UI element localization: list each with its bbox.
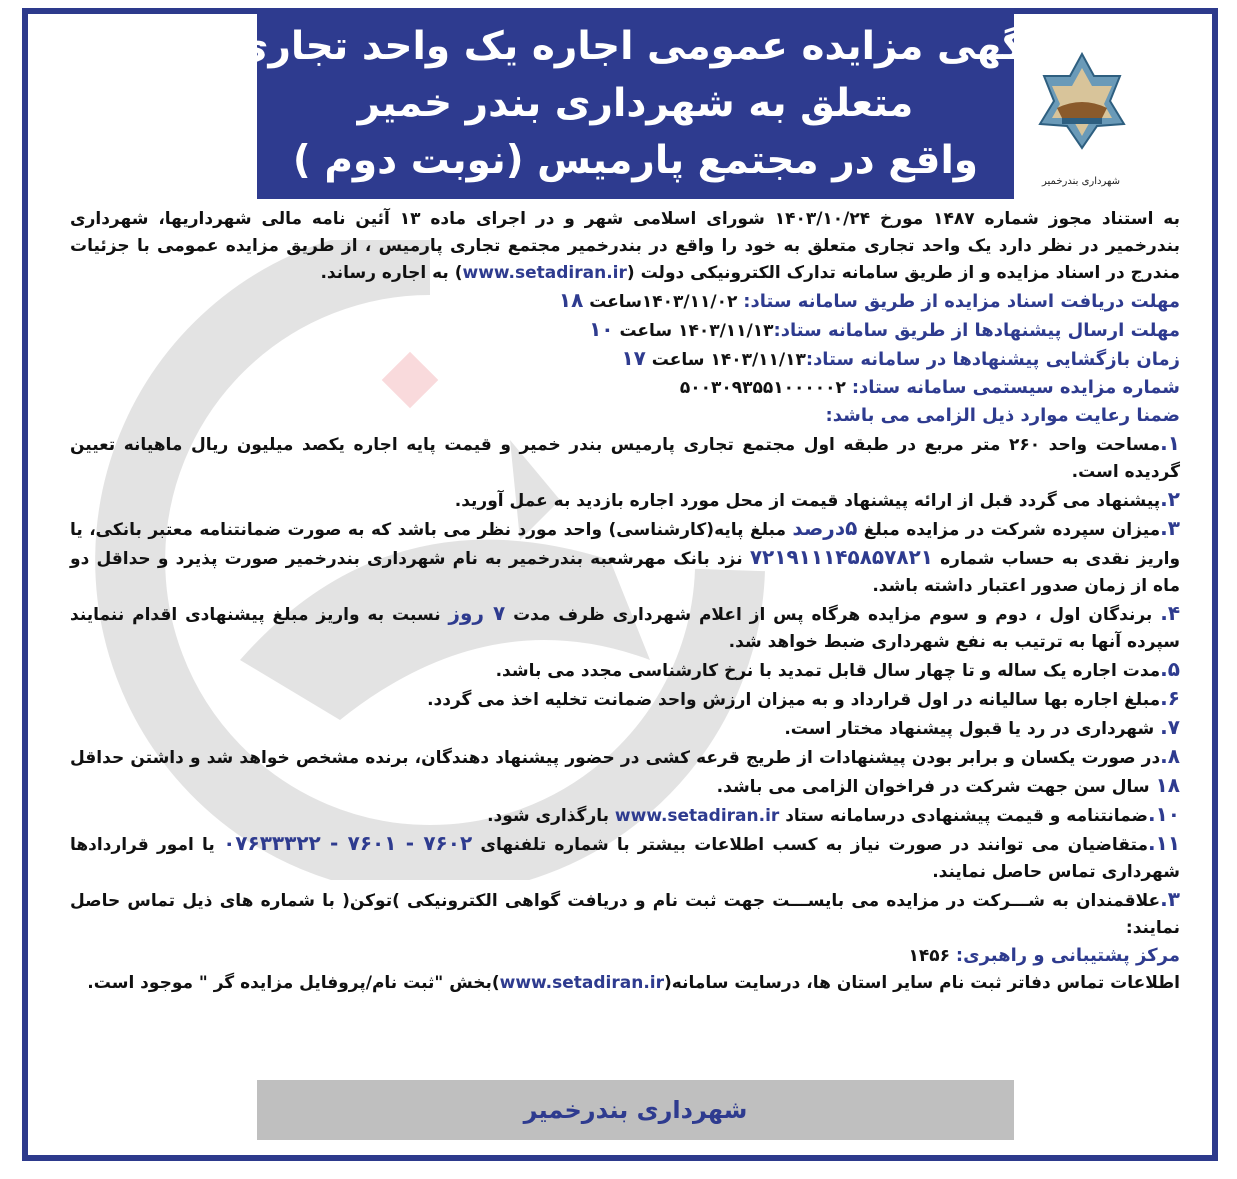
item-number: ۱۰. [1147, 802, 1180, 826]
setadiran-link[interactable]: www.setadiran.ir [499, 973, 664, 993]
last-line-text: )بخش "ثبت نام/پروفایل مزایده گر " موجود است. [87, 973, 500, 993]
deadline-hour: ۱۸ [558, 288, 584, 312]
item-text: سال سن جهت شرکت در فراخوان الزامی می باشد. [716, 777, 1150, 797]
item-number: ۸. [1160, 744, 1180, 768]
intro-text-a: به استناد مجوز شماره ۱۴۸۷ مورخ ۱۴۰۳/۱۰/۲۴ شورای اسلامی شهر و در اجرای ماده ۱۳ آئین نامه مالی شهرداریها، شهرداری بندرخمیر در نظر دارد یک واحد تجاری متعلق به خود را واقع در بندرخمیر مجتمع تجاری پارمیس ، از طریق مزایده عمومی با جزئیات مندرج در اسناد مزایده و از طریق سامانه تدارک الکترونیکی دولت ( [70, 209, 1181, 283]
condition-item [70, 600, 1180, 656]
item-text: برندگان اول ، دوم و سوم مزایده هرگاه پس از اعلام شهرداری ظرف مدت [513, 605, 1153, 625]
support-label: مرکز پشتیبانی و راهبری: [955, 945, 1180, 966]
item-text: در صورت یکسان و برابر بودن پیشنهادات از طریج قرعه کشی در حضور پیشنهاد دهندگان، برنده مشخص خواهد شد و داشتن حداقل [70, 748, 1161, 768]
item-text: شهرداری در رد یا قبول پیشنهاد مختار است. [784, 719, 1155, 739]
title-line-1: آگهی مزایده عمومی اجاره یک واحد تجاری [232, 24, 1039, 69]
condition-item [70, 486, 1180, 515]
condition-item [70, 801, 1180, 830]
deadline-label: مهلت ارسال پیشنهادها از طریق سامانه ستاد: [773, 320, 1180, 341]
item-number: ۱۱. [1148, 831, 1181, 855]
item-text: علاقمندان به شـــرکت در مزایده می بایســـت جهت ثبت نام و دریافت گواهی الکترونیکی )توکن( با شماره های ذیل تماس حاصل نمایند: [70, 891, 1180, 938]
condition-item [70, 685, 1180, 714]
conditions-title-text: ضمنا رعایت موارد ذیل الزامی می باشد: [825, 405, 1180, 426]
auction-number-value: ۵۰۰۳۰۹۳۵۵۱۰۰۰۰۰۲ [679, 378, 846, 398]
auction-number-label: شماره مزایده سیستمی سامانه ستاد: [851, 377, 1180, 398]
item-number: ۵. [1160, 657, 1180, 681]
account-number: ۷۲۱۹۱۱۱۴۵۸۵۷۸۲۱ [749, 545, 933, 569]
deadline-hour: ۱۷ [621, 346, 646, 370]
support-row [70, 942, 1180, 970]
deadline-row [70, 316, 1180, 345]
item-number: ۶. [1160, 686, 1180, 710]
title-line-3: واقع در مجتمع پارمیس (نوبت دوم ) [292, 138, 979, 183]
condition-item [70, 830, 1180, 886]
condition-item [70, 515, 1180, 600]
condition-item [70, 430, 1180, 486]
condition-item [70, 714, 1180, 743]
item-text: نسبت به واریز مبلغ پیشنهادی اقدام ننمایند سپرده آنها به ترتیب به نفع شهرداری ضبط خواهد شد. [70, 605, 1180, 652]
deadline-hour: ۱۰ [589, 317, 614, 341]
conditions-title [70, 402, 1180, 430]
setadiran-link[interactable]: www.setadiran.ir [614, 806, 780, 826]
item-text: یا امور قراردادها شهرداری تماس حاصل نمایند. [70, 835, 1180, 882]
item-number: ۷. [1160, 715, 1180, 739]
item-text: مبلغ اجاره بها سالیانه در اول قرارداد و به میزان ارزش واحد ضمانت تخلیه اخذ می گردد. [427, 690, 1161, 710]
footer-banner [257, 1080, 1014, 1140]
item-text: نزد بانک مهرشعبه بندرخمیر به نام شهرداری بندرخمیر صورت پذیرد و حداقل دو ماه از زمان صدور اعتبار داشته باشد. [70, 549, 1180, 596]
deadline-value: ۱۴۰۳/۱۱/۱۳ ساعت [619, 321, 774, 341]
condition-item [70, 886, 1180, 942]
intro-text-b: ) به اجاره رساند. [320, 263, 463, 283]
condition-item [70, 656, 1180, 685]
deadline-value: ۱۴۰۳/۱۱/۰۲ساعت [589, 292, 738, 312]
item-text: مدت اجاره یک ساله و تا چهار سال قابل تمدید با نرخ کارشناسی مجدد می باشد. [495, 661, 1161, 681]
condition-item [70, 743, 1180, 801]
item-text: پیشنهاد می گردد قبل از ارائه پیشنهاد قیمت از محل مورد اجاره بازدید به عمل آورید. [454, 491, 1161, 511]
item-text: بارگذاری شود. [487, 806, 609, 826]
footer-title: شهرداری بندرخمیر [523, 1096, 748, 1124]
deadline-row [70, 287, 1180, 316]
intro-paragraph [70, 206, 1180, 287]
days-value: ۷ روز [448, 601, 506, 625]
item-text: متقاضیان می توانند در صورت نیاز به کسب اطلاعات بیشتر با شماره تلفنهای [480, 835, 1148, 855]
deadline-row [70, 345, 1180, 374]
notice-body [70, 206, 1180, 997]
item-text: مساحت واحد ۲۶۰ متر مربع در طبقه اول مجتمع تجاری پارمیس بندر خمیر و قیمت پایه اجاره یکصد میلیون ریال ماهیانه تعیین گردیده است. [70, 435, 1180, 482]
last-line-text: اطلاعات تماس دفاتر ثبت نام سایر استان ها، درسایت سامانه( [664, 973, 1180, 993]
last-line [70, 970, 1180, 997]
item-number: ۳. [1160, 516, 1180, 540]
deadline-value: ۱۴۰۳/۱۱/۱۳ ساعت [651, 350, 806, 370]
title-banner [232, 8, 1039, 199]
municipality-logo-icon [1032, 46, 1132, 196]
item-number: ۲. [1160, 487, 1180, 511]
item-text: ضمانتنامه و قیمت پیشنهادی درسامانه ستاد [785, 806, 1148, 826]
setadiran-link[interactable]: www.setadiran.ir [462, 263, 627, 283]
item-number: ۳. [1160, 887, 1180, 911]
support-number: ۱۴۵۶ [908, 946, 950, 966]
auction-number-row [70, 374, 1180, 402]
item-number: ۱. [1160, 431, 1180, 455]
item-number: ۴. [1160, 601, 1181, 625]
age-value: ۱۸ [1155, 773, 1180, 797]
deadline-label: زمان بازگشایی پیشنهادها در سامانه ستاد: [805, 349, 1180, 370]
deadline-label: مهلت دریافت اسناد مزایده از طریق سامانه ستاد: [743, 291, 1180, 312]
title-line-2: متعلق به شهرداری بندر خمیر [357, 81, 914, 126]
deposit-percent: ۵درصد [792, 516, 858, 540]
item-text: میزان سپرده شرکت در مزایده مبلغ [863, 520, 1161, 540]
phone-numbers: ۷۶۰۲ - ۷۶۰۱ - ۰۷۶۳۳۳۲۲ [223, 831, 473, 855]
item-text: مبلغ پایه(کارشناسی) واحد مورد نظر می باشد که به صورت ضمانتنامه معتبر بانکی، یا واریز نقدی به حساب شماره [70, 520, 1181, 569]
logo-caption: شهرداری بندرخمیر [1042, 176, 1120, 187]
